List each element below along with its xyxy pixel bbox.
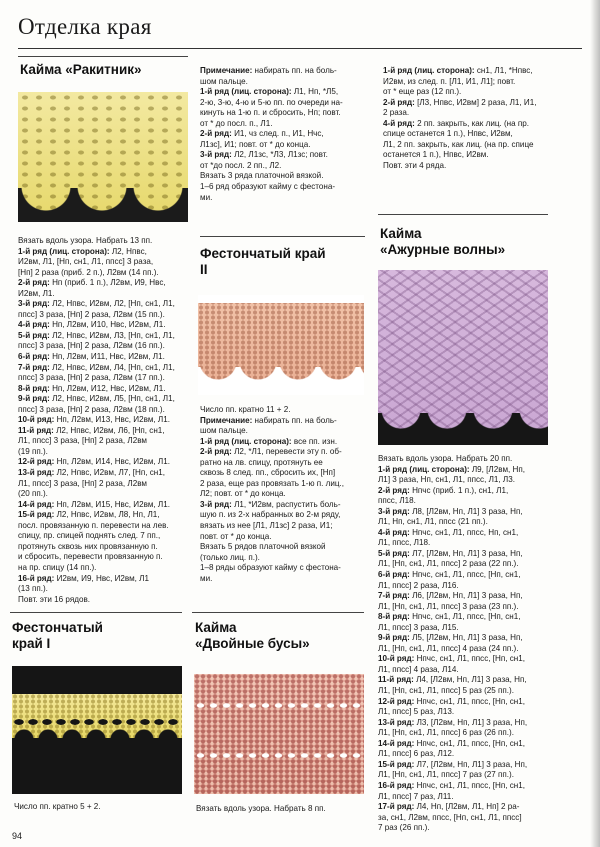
text-line: Л1, ппсс] 5 раз, Л13. <box>378 707 455 717</box>
text-line: Л1, [Нп, сн1, Л1, ппсс] 7 раз (27 пп.). <box>378 770 514 780</box>
text-line: Вязать 3 ряда платочной вязкой. <box>200 171 324 181</box>
text-line: ппсс] 3 раза, [Нп] 2 раза, Л2вм (16 пп.). <box>18 341 165 351</box>
text-line: 3-й ряд: Л1, *И2вм, распустить боль- <box>200 499 341 509</box>
text-line: Примечание: набирать пп. на боль- <box>200 415 337 425</box>
text-line: 2-ю, 3-ю, 4-ю и 5-ю пп. по очереди на- <box>200 97 343 107</box>
text-line: и сбросить, перевести провязанную п. <box>18 552 163 562</box>
text-line: 12-й ряд: Нп, Л2вм, И14, Нвс, И2вм, Л1. <box>18 457 170 467</box>
text-line: шую п. из 2-х набранных во 2-м ряду, <box>200 510 341 520</box>
text-line: Л1, ппсс] 3 раза, Л15. <box>378 622 459 632</box>
text-line: Л1, [Нп, сн1, Л1, ппсс] 2 раза (22 пп.). <box>378 559 519 569</box>
text-line: на пр. спицу (14 пп.). <box>18 562 97 572</box>
text-line: 16-й ряд: Нпчс, сн1, Л1, ппсс, [Нп, сн1, <box>378 780 525 790</box>
text-line: И2вм, Л1, [Нп, сн1, Л1, ппсс] 3 раза, <box>18 257 154 267</box>
text-line: 2-й ряд: Л2, *Л1, перевести эту п. об- <box>200 447 342 457</box>
text-line: сквозь 8 след. пп., сбросить их, [Нп] <box>200 468 336 478</box>
text-line: останется 1 п.), Нпвс, И2вм. <box>383 150 489 160</box>
fest2-title: Фестончатый край II <box>200 246 326 278</box>
text-line: (13 пп.). <box>18 584 48 594</box>
text-line: 12-й ряд: Нпчс, сн1, Л1, ппсс, [Нп, сн1, <box>378 696 525 706</box>
scallop-edge <box>378 413 548 445</box>
rakitnik-title: Кайма «Ракитник» <box>20 62 142 77</box>
scallop-edge <box>18 188 188 222</box>
text-line: Л1, ппсс] 2 раза, Л16. <box>378 580 459 590</box>
text-line: Вязать вдоль узора. Набрать 13 пп. <box>18 236 153 245</box>
section-rule <box>378 214 548 215</box>
section-rule <box>200 236 365 237</box>
waves-text <box>378 454 556 834</box>
text-line: 8-й ряд: Нп, Л2вм, И12, Нвс, И2вм, Л1. <box>18 383 166 393</box>
text-line: 5-й ряд: Л7, [Л2вм, Нп, Л1] 3 раза, Нп, <box>378 548 523 558</box>
text-line: посл. провязанную п. перевести на лев. <box>18 520 169 530</box>
text-line: Вязать вдоль узора. Набрать 8 пп. <box>196 804 326 813</box>
text-line: 1-й ряд (лиц. сторона): Л2, Нпвс, <box>18 246 147 256</box>
busy-text <box>196 804 366 815</box>
text-line: 1-й ряд (лиц. сторона): Л9, [Л2вм, Нп, <box>378 464 525 474</box>
section-rule <box>10 612 182 613</box>
text-line: протянуть сквозь них провязанную п. <box>18 541 158 551</box>
text-line: Л1] 3 раза, Нп, сн1, Л1, ппсс, Л1, Л3. <box>378 475 515 485</box>
text-line: 9-й ряд: Л2, Нпвс, И2вм, Л5, [Нп, сн1, Л1, <box>18 394 175 404</box>
text-line: 7 раз (26 пп.). <box>378 823 430 833</box>
text-line: 1–6 ряд образуют кайму с фестона- <box>200 182 336 192</box>
text-line: 17-й ряд: Л4, Нп, [Л2вм, Л1, Нп] 2 ра- <box>378 802 520 812</box>
text-line: 11-й ряд: Л4, [Л2вм, Нп, Л1] 3 раза, Нп, <box>378 675 527 685</box>
text-line: кинуть на 1-ю п. и сбросить, Нп; повт. <box>200 108 341 118</box>
section-rule <box>192 612 364 613</box>
text-line: Л1, [Нп, сн1, Л1, ппсс] 3 раза (23 пп.). <box>378 601 519 611</box>
text-line: от * до посл. п., Л1. <box>200 118 273 128</box>
text-line: 4-й ряд: 2 пп. закрыть, как лиц. (на пр. <box>383 118 530 128</box>
text-line: Л1, [Нп, сн1, Л1, ппсс] 4 раза (24 пп.). <box>378 643 519 653</box>
text-line: 4-й ряд: Нп, Л2вм, И10, Нвс, И2вм, Л1. <box>18 320 166 330</box>
text-line: Л1, ппсс] 6 раз, Л12. <box>378 749 455 759</box>
text-line: Вязать вдоль узора. Набрать 20 пп. <box>378 454 513 463</box>
text-line: Л1, ппсс] 3 раза, [Нп] 2 раза, Л2вм <box>18 478 147 488</box>
waves-title: Кайма «Ажурные волны» <box>380 226 506 258</box>
fest1-text <box>14 802 184 813</box>
text-line: 10-й ряд: Нпчс, сн1, Л1, ппсс, [Нп, сн1, <box>378 654 525 664</box>
text-line: ппсс, Л18. <box>378 496 416 506</box>
text-line: 4-й ряд: Нпчс, сн1, Л1, ппсс, Нп, сн1, <box>378 527 519 537</box>
text-line: Л1, ппсс] 4 раза, Л14. <box>378 664 459 674</box>
text-line: Л2; повт. от * до конца. <box>200 489 286 499</box>
text-line: ппсс] 3 раза, [Нп] 2 раза, Л2вм (17 пп.). <box>18 373 165 383</box>
binding-shadow <box>590 0 600 847</box>
text-line: 2-й ряд: Нп (приб. 1 п.), Л2вм, И9, Нвс, <box>18 278 166 288</box>
text-line: ратно на лв. спицу, протянуть ее <box>200 457 323 467</box>
text-line: Л1, 2 пп. закрыть, как лиц. (на пр. спице <box>383 139 534 149</box>
busy-photo <box>194 674 364 794</box>
text-line: 11-й ряд: Л2, Нпвс, И2вм, Л6, [Нп, сн1, <box>18 425 165 435</box>
rakitnik-photo <box>18 92 188 222</box>
waves-photo <box>378 270 548 445</box>
text-line: ппсс] 3 раза, [Нп] 2 раза, Л2вм (15 пп.). <box>18 309 165 319</box>
text-line: 1-й ряд (лиц. сторона): сн1, Л1, *Нпвс, <box>383 66 533 75</box>
text-line: 3-й ряд: Л2, Нпвс, И2вм, Л2, [Нп, сн1, Л1, <box>18 299 175 309</box>
text-line: Л1, ппсс, Л18. <box>378 538 431 548</box>
text-line: 7-й ряд: Л2, Нпвс, И2вм, Л4, [Нп, сн1, Л1, <box>18 362 175 372</box>
busy-title: Кайма «Двойные бусы» <box>195 620 310 652</box>
fest2-text <box>200 405 375 584</box>
text-line: 14-й ряд: Нпчс, сн1, Л1, ппсс, [Нп, сн1, <box>378 738 525 748</box>
text-line: Вязать 5 рядов платочной вязкой <box>200 542 326 552</box>
text-line: Число пп. кратно 5 + 2. <box>14 802 101 811</box>
text-line: Л1, ппсс] 3 раза, [Нп] 2 раза, Л2вм <box>18 436 147 446</box>
text-line: Л1, Нп, сн1, Л1, ппсс (21 пп.). <box>378 517 488 527</box>
text-line: 9-й ряд: Л5, [Л2вм, Нп, Л1] 3 раза, Нп, <box>378 633 523 643</box>
fest1-photo <box>12 666 182 794</box>
text-line: Л1зс], И1; повт. от * до конца. <box>200 139 311 149</box>
text-line: 1–8 ряды образуют кайму с фестона- <box>200 563 341 573</box>
text-line: вязать из нее [Л1, Л1зс] 2 раза, И1; <box>200 521 333 531</box>
text-line: 2-й ряд: Нпчс (приб. 1 п.), сн1, Л1, <box>378 485 509 495</box>
text-line: 13-й ряд: Л3, [Л2вм, Нп, Л1] 3 раза, Нп, <box>378 717 528 727</box>
title-rule <box>18 48 582 49</box>
page-title: Отделка края <box>18 14 152 39</box>
col2-top-text <box>200 66 375 203</box>
scallop-edge <box>198 367 364 395</box>
text-line: ми. <box>200 192 213 202</box>
text-line: Число пп. кратно 11 + 2. <box>200 405 291 414</box>
text-line: шом пальце. <box>200 426 248 436</box>
text-line: (только лиц. п.). <box>200 552 260 562</box>
section-rule <box>18 56 188 57</box>
text-line: 1-й ряд (лиц. сторона): Л1, Нп, *Л5, <box>200 87 339 97</box>
text-line: И2вм, из след. п. [Л1, И1, Л1]; повт. <box>383 76 516 86</box>
text-line: 2-й ряд: [Л3, Нпвс, И2вм] 2 раза, Л1, И1, <box>383 97 537 107</box>
text-line: спицу, пр. спицей поднять след. 7 пп., <box>18 531 161 541</box>
text-line: Повт. эти 4 ряда. <box>383 160 447 170</box>
fest1-title: Фестончатый край I <box>12 620 103 652</box>
fest2-photo <box>198 295 364 395</box>
text-line: 2-й ряд: И1, чз след. п., И1, Нчс, <box>200 129 324 139</box>
text-line: повт. от * до конца. <box>200 531 272 541</box>
col3-top-text <box>383 66 553 171</box>
text-line: ми. <box>200 573 213 583</box>
text-line: 14-й ряд: Нп, Л2вм, И15, Нвс, И2вм, Л1. <box>18 499 170 509</box>
page-number: 94 <box>12 831 23 841</box>
text-line: (20 пп.). <box>18 489 48 499</box>
text-line: (19 пп.). <box>18 446 48 456</box>
text-line: 13-й ряд: Л2, Нпвс, И2вм, Л7, [Нп, сн1, <box>18 468 166 478</box>
text-line: Примечание: набирать пп. на боль- <box>200 66 337 75</box>
text-line: 5-й ряд: Л2, Нпвс, И2вм, Л3, [Нп, сн1, Л1, <box>18 330 175 340</box>
text-line: ппсс] 3 раза, [Нп] 2 раза, Л2вм (18 пп.). <box>18 404 165 414</box>
text-line: 1-й ряд (лиц. сторона): все пп. изн. <box>200 436 338 446</box>
scallop-edge <box>12 724 182 738</box>
text-line: 15-й ряд: Л2, Нпвс, И2вм, Л8, Нп, Л1, <box>18 510 160 520</box>
text-line: 3-й ряд: Л2, Л1зс, *Л3, Л1зс; повт. <box>200 150 328 160</box>
text-line: И2вм, Л1. <box>18 288 55 298</box>
text-line: от *до посл. 2 пп., Л2. <box>200 160 282 170</box>
text-line: 7-й ряд: Л6, [Л2вм, Нп, Л1] 3 раза, Нп, <box>378 591 523 601</box>
text-line: 15-й ряд: Л7, [Л2вм, Нп, Л1] 3 раза, Нп, <box>378 759 528 769</box>
text-line: шом пальце. <box>200 76 248 86</box>
text-line: Л1, [Нп, сн1, Л1, ппсс] 5 раз (25 пп.). <box>378 686 514 696</box>
text-line: 2 раза. <box>383 108 410 118</box>
text-line: 10-й ряд: Нп, Л2вм, И13, Нвс, И2вм, Л1. <box>18 415 170 425</box>
rakitnik-text <box>18 236 190 605</box>
text-line: спице останется 1 п.), Нпвс, И2вм, <box>383 129 513 139</box>
text-line: 6-й ряд: Нп, Л2вм, И11, Нвс, И2вм, Л1. <box>18 352 165 362</box>
text-line: [Нп] 2 раза (приб. 2 п.), Л2вм (14 пп.). <box>18 267 159 277</box>
text-line: 8-й ряд: Нпчс, сн1, Л1, ппсс, [Нп, сн1, <box>378 612 521 622</box>
text-line: Л1, ппсс] 7 раз, Л11. <box>378 791 454 801</box>
text-line: 2 раза, еще раз провязать 1-ю п. лиц., <box>200 478 345 488</box>
text-line: 3-й ряд: Л8, [Л2вм, Нп, Л1] 3 раза, Нп, <box>378 506 523 516</box>
text-line: 6-й ряд: Нпчс, сн1, Л1, ппсс, [Нп, сн1, <box>378 570 521 580</box>
text-line: от * еще раз (12 пп.). <box>383 87 462 97</box>
text-line: Л1, [Нп, сн1, Л1, ппсс] 6 раз (26 пп.). <box>378 728 514 738</box>
text-line: 16-й ряд: И2вм, И9, Нвс, И2вм, Л1 <box>18 573 149 583</box>
text-line: Повт. эти 16 рядов. <box>18 594 90 604</box>
text-line: за, сн1, Л2вм, ппсс, [Нп, сн1, Л1, ппсс] <box>378 812 522 822</box>
